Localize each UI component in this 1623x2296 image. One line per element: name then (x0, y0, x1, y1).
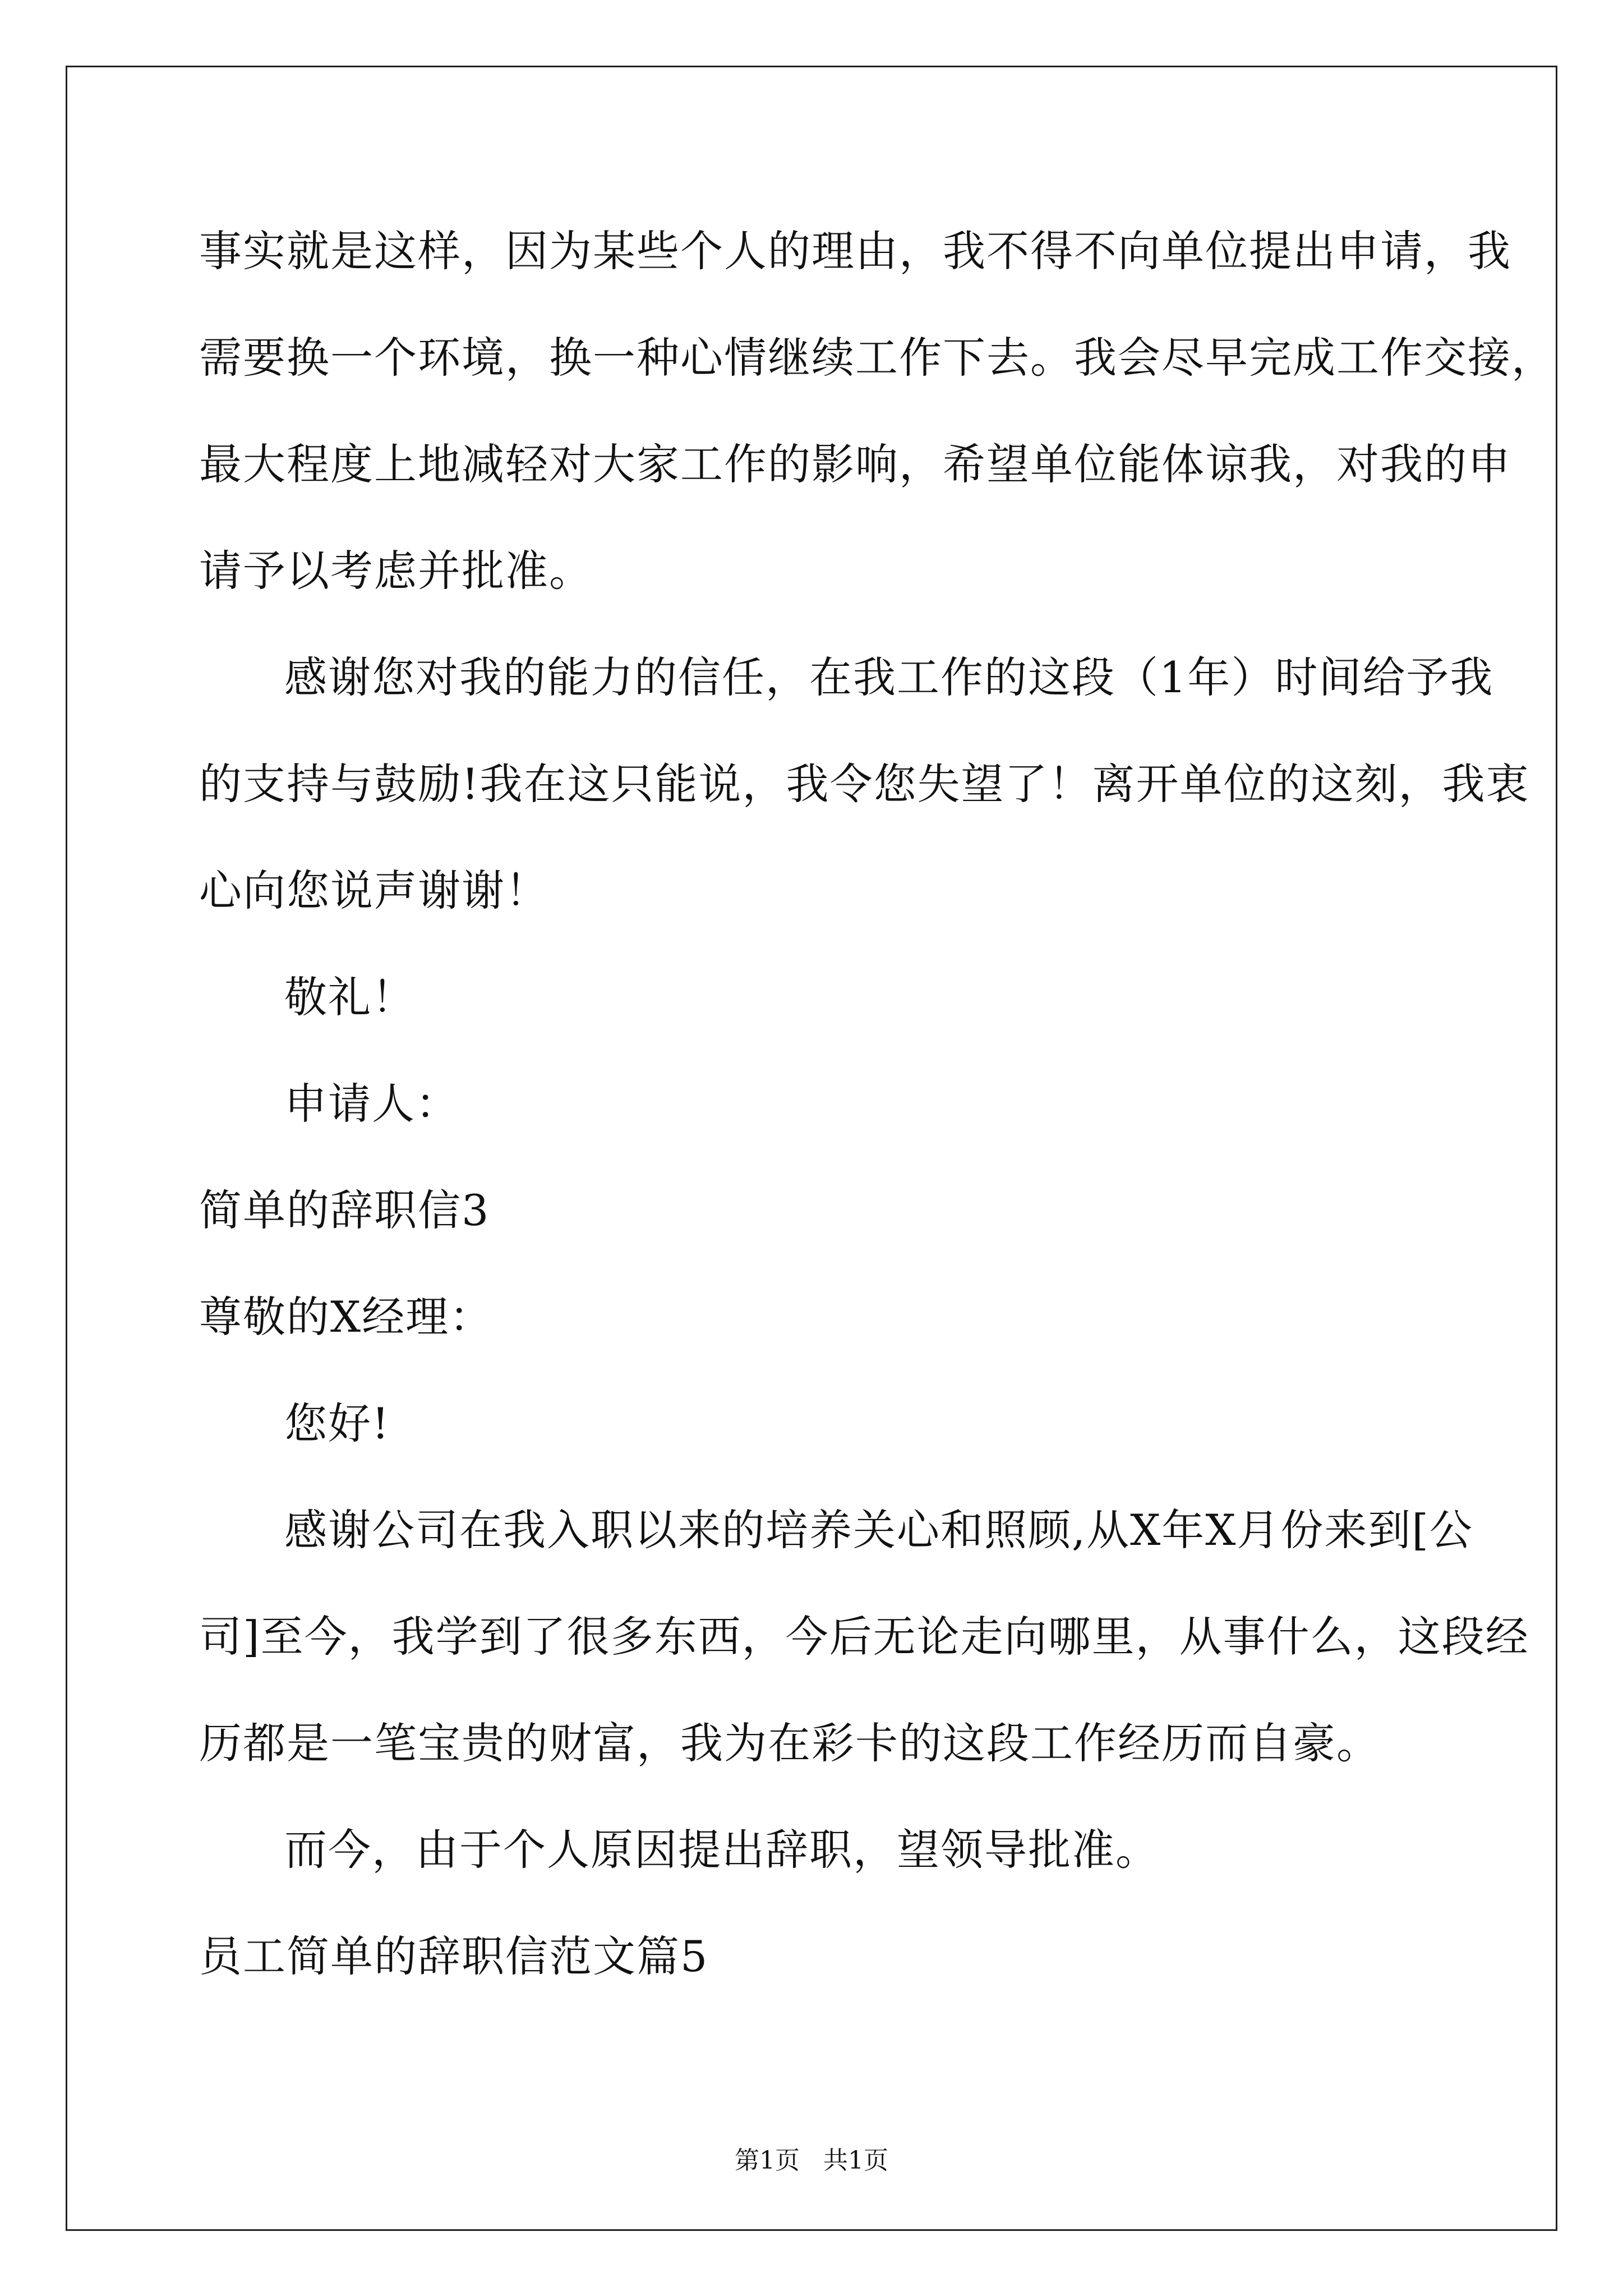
page-total: 共1页 (823, 2146, 888, 2175)
document-body (199, 219, 1555, 2031)
section-heading: 员工简单的辞职信范文篇5 (199, 1931, 709, 1981)
text-line: 历都是一笔宝贵的财富，我为在彩卡的这段工作经历而自豪。 (199, 1718, 1380, 1768)
greeting: 您好! (284, 1398, 390, 1448)
text-line: 最大程度上地减轻对大家工作的影响，希望单位能体谅我，对我的申 (199, 439, 1511, 489)
signature-label: 申请人： (284, 1079, 459, 1129)
text-line: 司]至今，我学到了很多东西，今后无论走向哪里，从事什么，这段经 (199, 1612, 1529, 1662)
text-line: 需要换一个环境，换一种心情继续工作下去。我会尽早完成工作交接， (199, 333, 1555, 383)
salutation-closing: 敬礼！ (284, 972, 416, 1022)
page-footer (0, 2140, 1623, 2176)
text-line: 感谢您对我的能力的信任，在我工作的这段（1年）时间给予我 (284, 652, 1494, 702)
page-number: 第1页 (735, 2146, 800, 2175)
text-line: 感谢公司在我入职以来的培养关心和照顾,从X年X月份来到[公 (284, 1505, 1474, 1555)
text-line: 心向您说声谢谢！ (199, 866, 549, 915)
section-heading: 简单的辞职信3 (199, 1185, 490, 1235)
greeting-recipient: 尊敬的X经理： (199, 1292, 494, 1342)
text-line: 请予以考虑并批准。 (199, 546, 593, 596)
text-line: 事实就是这样，因为某些个人的理由，我不得不向单位提出申请，我 (199, 226, 1511, 276)
text-line: 的支持与鼓励!我在这只能说，我令您失望了！离开单位的这刻，我衷 (199, 759, 1530, 809)
text-line: 而今，由于个人原因提出辞职，望领导批准。 (284, 1825, 1159, 1875)
